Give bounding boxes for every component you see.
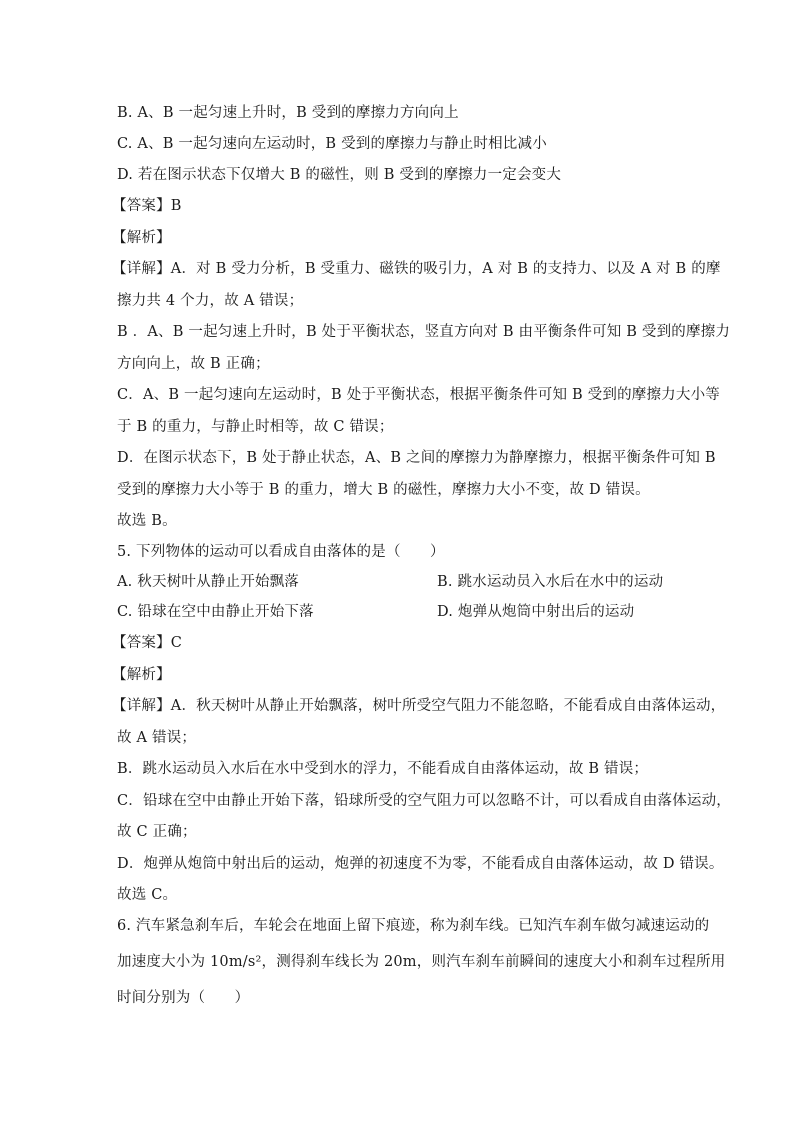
q5-option-c: C. 铅球在空中由静止开始下落 [117, 604, 314, 620]
q4-analysis-heading: 【解析】 [112, 230, 171, 246]
q4-analysis-line: 擦力共 4 个力，故 A 错误； [117, 293, 304, 309]
q6-stem-line: 时间分别为（ ） [117, 990, 250, 1006]
q5-analysis-line: C．铅球在空中由静止开始下落，铅球所受的空气阻力可以忽略不计，可以看成自由落体运动， [117, 793, 731, 809]
q5-analysis-line: 故 A 错误； [117, 730, 197, 746]
q5-analysis-line: 【详解】A．秋天树叶从静止开始飘落，树叶所受空气阻力不能忽略，不能看成自由落体运动， [112, 698, 726, 714]
q5-option-b: B. 跳水运动员入水后在水中的运动 [437, 574, 664, 590]
q6-stem-line: 6. 汽车紧急刹车后，车轮会在地面上留下痕迹，称为刹车线。已知汽车刹车做匀减速运动的 [117, 918, 710, 934]
q4-option-c: C. A、B 一起匀速向左运动时，B 受到的摩擦力与静止时相比减小 [117, 136, 547, 152]
q4-analysis-line: 于 B 的重力，与静止时相等，故 C 错误； [117, 419, 394, 435]
q4-answer: 【答案】B [112, 198, 182, 214]
q5-analysis-line: D．炮弹从炮筒中射出后的运动，炮弹的初速度不为零，不能看成自由落体运动，故 D 错误。 [117, 856, 724, 872]
q4-analysis-line: 【详解】A．对 B 受力分析，B 受重力、磁铁的吸引力，A 对 B 的支持力、以及 A 对 B 的摩 [112, 261, 721, 277]
q4-analysis-line: C．A、B 一起匀速向左运动时，B 处于平衡状态，根据平衡条件可知 B 受到的摩擦力大小等 [117, 387, 720, 403]
q4-analysis-line: D．在图示状态下，B 处于静止状态，A、B 之间的摩擦力为静摩擦力，根据平衡条件可知 B [117, 450, 716, 466]
q5-analysis-line: 故选 C。 [117, 887, 178, 903]
q5-option-d: D. 炮弹从炮筒中射出后的运动 [437, 604, 635, 620]
q4-analysis-line: 方向向上，故 B 正确； [117, 356, 270, 372]
q5-analysis-heading: 【解析】 [112, 667, 171, 683]
q4-option-d: D. 若在图示状态下仅增大 B 的磁性，则 B 受到的摩擦力一定会变大 [117, 167, 562, 183]
q4-analysis-line: 受到的摩擦力大小等于 B 的重力，增大 B 的磁性，摩擦力大小不变，故 D 错误。 [117, 482, 650, 498]
q4-option-b: B. A、B 一起匀速上升时，B 受到的摩擦力方向向上 [117, 105, 459, 121]
q5-stem: 5. 下列物体的运动可以看成自由落体的是（ ） [117, 544, 445, 560]
q6-stem-line: 加速度大小为 10m/s²，测得刹车线长为 20m，则汽车刹车前瞬间的速度大小和刹车过程所用 [117, 954, 726, 970]
q4-analysis-line: 故选 B。 [117, 513, 177, 529]
q5-analysis-line: B．跳水运动员入水后在水中受到水的浮力，不能看成自由落体运动，故 B 错误； [117, 761, 649, 777]
q5-answer: 【答案】C [112, 635, 183, 651]
q5-option-a: A. 秋天树叶从静止开始飘落 [117, 574, 299, 590]
q5-analysis-line: 故 C 正确； [117, 824, 197, 840]
q4-analysis-line: B ．A、B 一起匀速上升时，B 处于平衡状态，竖直方向对 B 由平衡条件可知 B 受到的摩擦力 [117, 324, 731, 340]
